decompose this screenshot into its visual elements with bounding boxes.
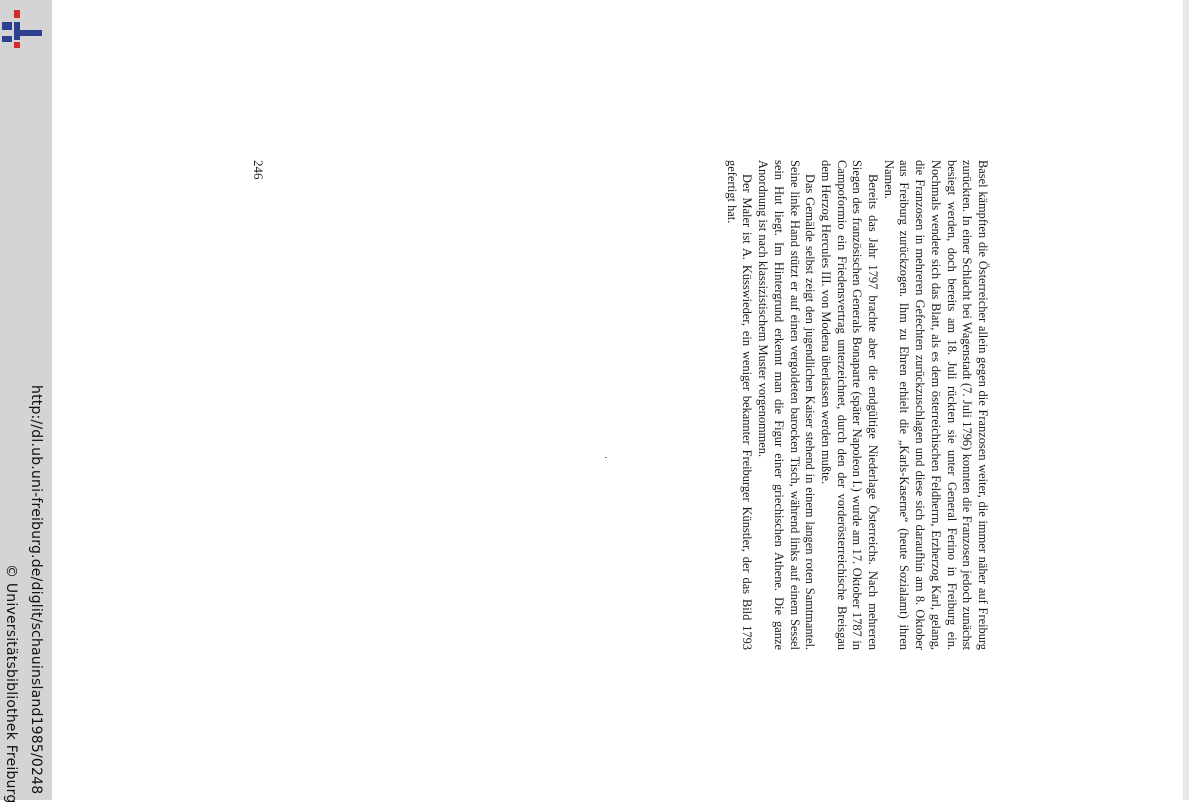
scan-speck <box>605 457 607 458</box>
library-logo-icon <box>2 10 44 50</box>
logo-red-mark-bottom <box>14 42 20 48</box>
copyright-notice: © Universitätsbibliothek Freiburg <box>3 564 19 803</box>
paragraph: Basel kämpften die Österreicher allein gegen die Franzosen weiter, die immer näher auf Freiburg zurückten. In einer Schlacht bei Wagenstadt (7. Juli 1796) konnten die Franzosen jedoch zunächst besiegt werden, doch bereits am 18. Juli rückten sie unter General Ferino in Freiburg ein. Nochmals wendete sich das Blatt, als es dem österreichischen Feldherrn, Erzherzog Karl, gelang, die Franzosen in mehreren Gefechten zurückzuschlagen und diese sich daraufhin am 8. Oktober aus Freiburg zurückzogen. Ihm zu Ehren erhielt die „Karls-Kaserne“ (heute Sozialamt) ihren Namen. <box>881 160 990 650</box>
viewer-sidebar <box>0 0 52 803</box>
page-text <box>723 160 990 650</box>
paragraph: Der Maler ist A. Küsswieder, ein weniger bekannter Freiburger Künstler, der das Bild 1793 gefertigt hat. <box>724 160 755 650</box>
page-edge <box>1183 0 1189 800</box>
logo-blue-bar-left <box>2 22 12 30</box>
document-url-link[interactable]: http://dl.ub.uni-freiburg.de/diglit/schauinsland1985/0248 <box>28 385 44 795</box>
paragraph: Bereits das Jahr 1797 brachte aber die endgültige Niederlage Österreichs. Nach mehreren Siegen des französischen Generals Bonaparte (später Napoleon I.) wurde am 17. Oktober 1787 in Campoformio ein Friedensvertrag unterzeichnet, durch den der vorderösterreichische Breisgau dem Herzog Hercules III. von Modena überlassen werden mußte. <box>818 160 881 650</box>
logo-blue-bar-stem <box>14 22 20 40</box>
logo-red-mark-top <box>14 10 20 18</box>
logo-blue-bar-lower <box>2 36 12 42</box>
paragraph: Das Gemälde selbst zeigt den jugendlichen Kaiser stehend in einem langen roten Samtmantel. Seine linke Hand stützt er auf einen vergoldeten barocken Tisch, während links auf einem Sessel sein Hut liegt. Im Hintergrund erkennt man die Figur einer griechischen Athene. Die ganze Anordnung ist nach klassizistischem Muster vorgenommen. <box>756 160 818 650</box>
page-number: 246 <box>251 160 266 180</box>
